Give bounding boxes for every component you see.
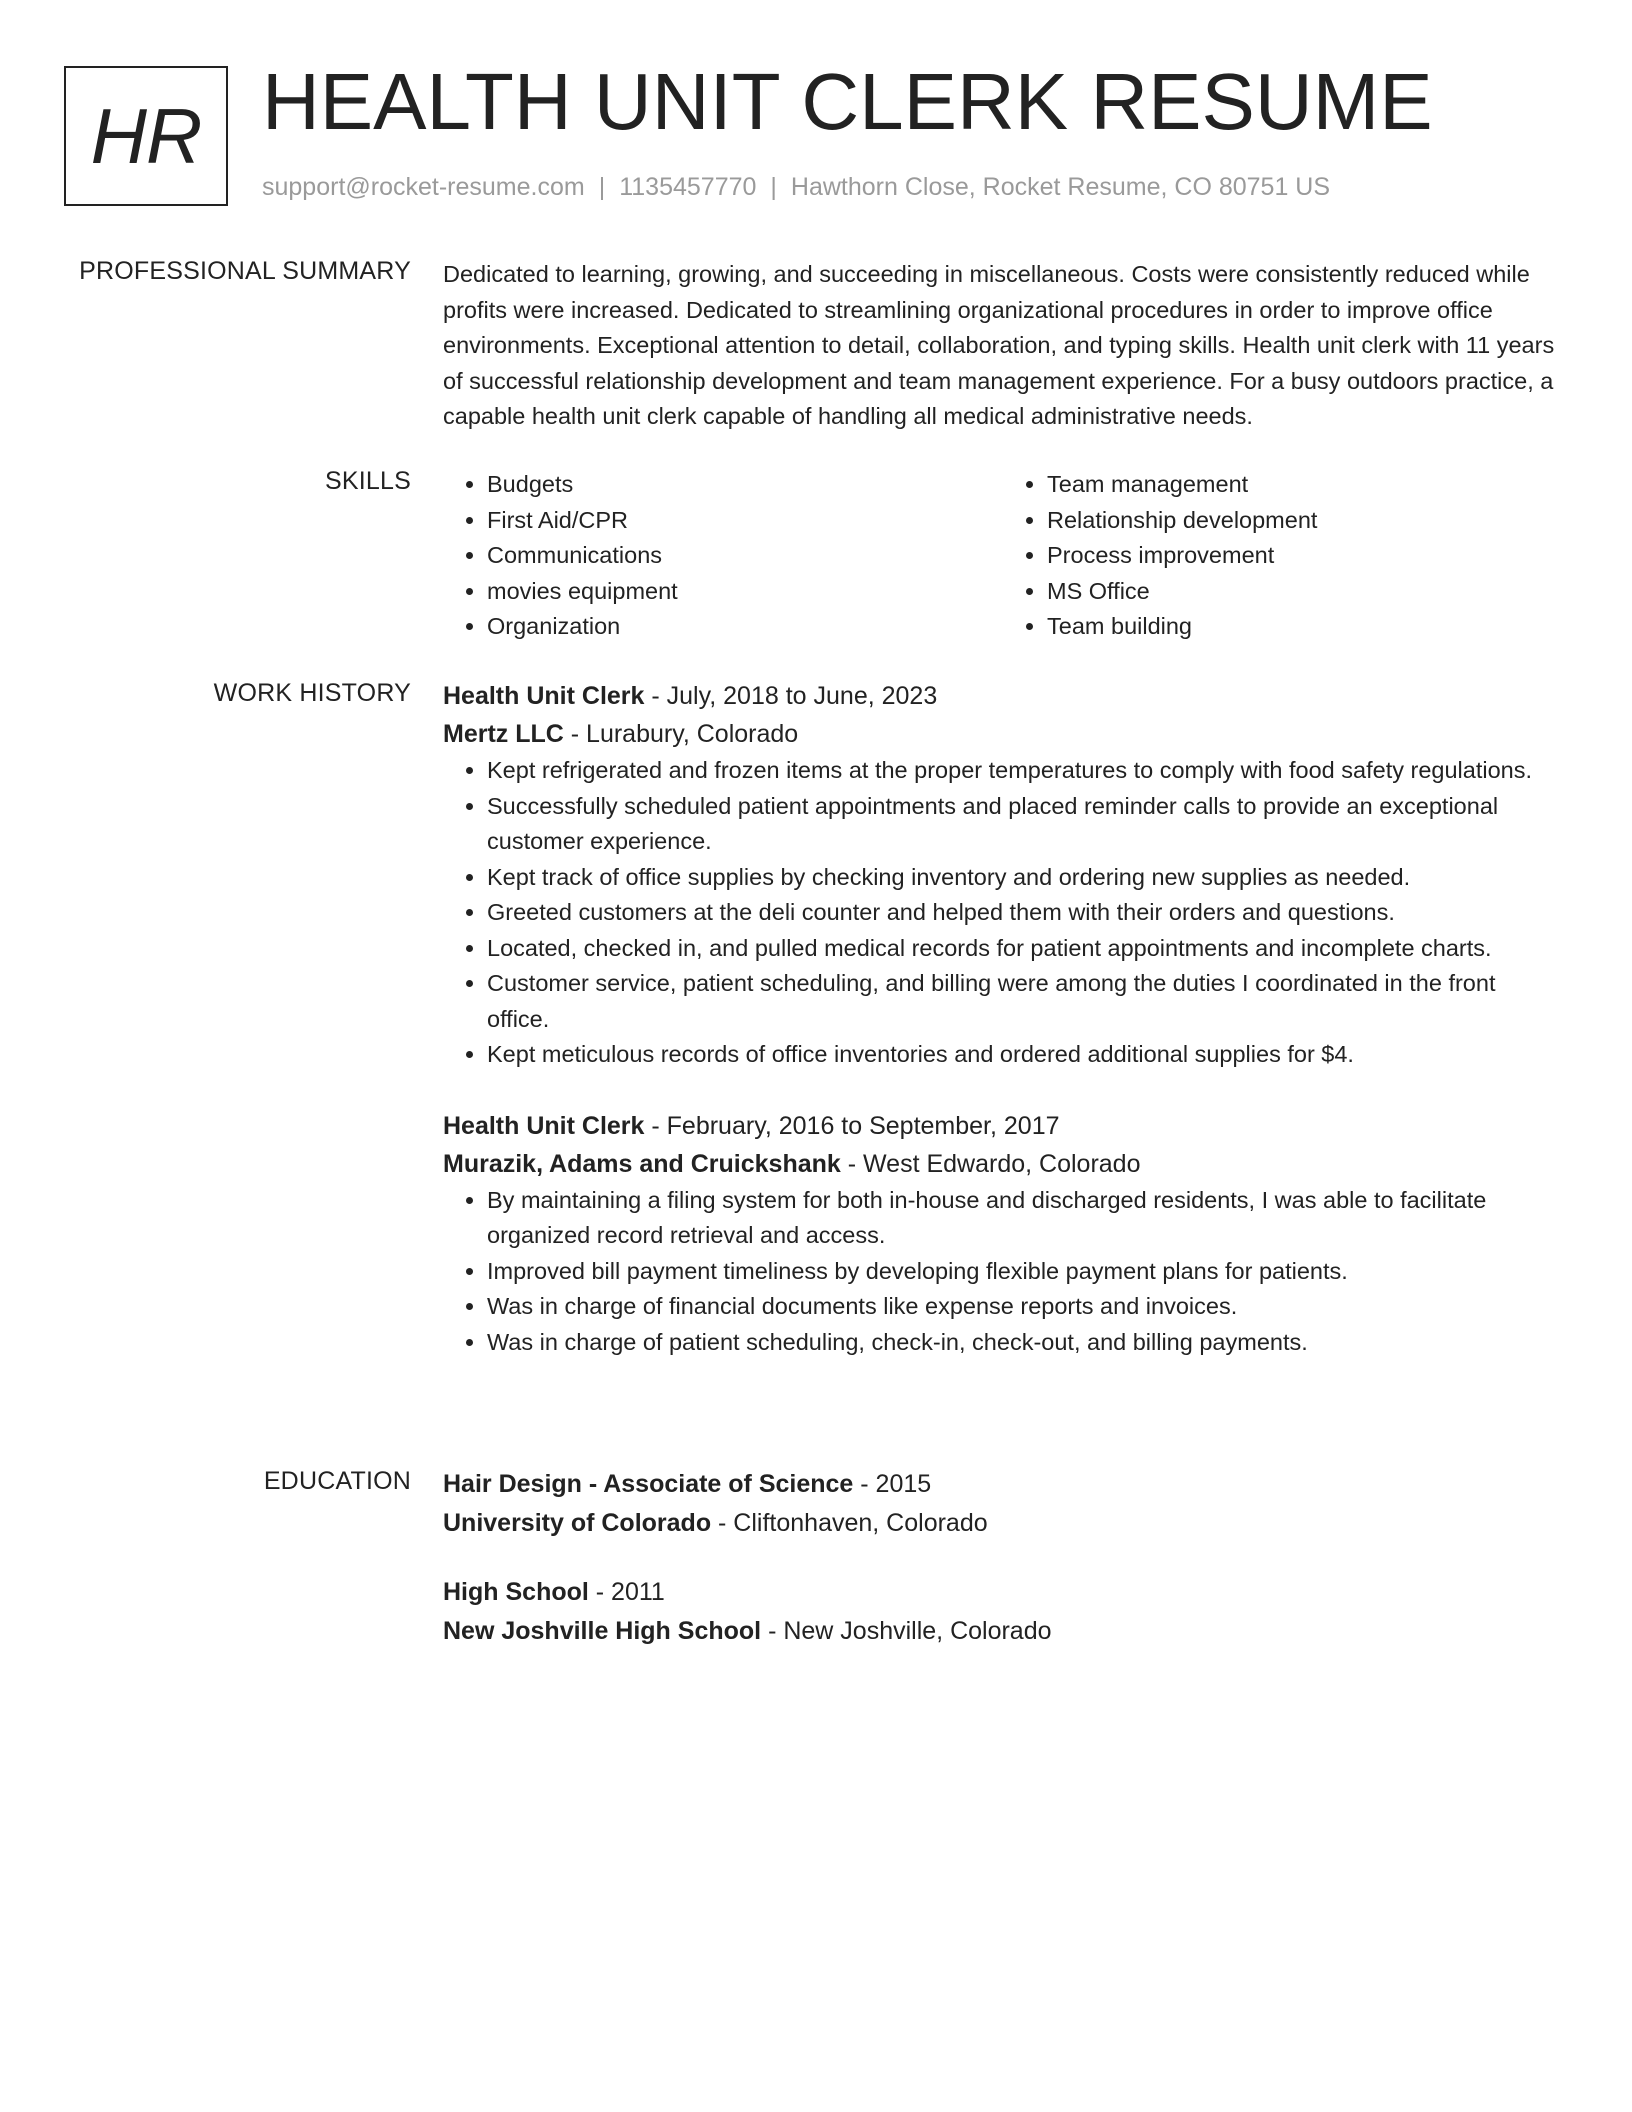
job-duty: • Kept track of office supplies by checking inventory and ordering new supplies as needed. [487, 860, 1563, 896]
job-title: Health Unit Clerk [443, 1111, 645, 1140]
job-duty: • Was in charge of patient scheduling, check-in, check-out, and billing payments. [487, 1325, 1563, 1361]
job-duty: • Kept meticulous records of office inventories and ordered additional supplies for $4. [487, 1037, 1563, 1073]
education-body [443, 1465, 1563, 1651]
job-title: Health Unit Clerk [443, 682, 645, 710]
skills-list-right [1003, 467, 1563, 645]
job-duties-list [443, 1183, 1563, 1361]
skill-item: • Organization [487, 609, 1003, 645]
skill-item: • movies equipment [487, 574, 1003, 610]
education-school-line [443, 1612, 1563, 1651]
skill-item: • Team management [1047, 467, 1563, 503]
job-entry [443, 1107, 1563, 1361]
summary-body [443, 257, 1563, 435]
job-location: - Lurabury, Colorado [563, 720, 799, 748]
job-duties-list [443, 753, 1563, 1073]
job-company: Mertz LLC [443, 720, 564, 748]
education-school-line [443, 1504, 1563, 1543]
education-location: - New Joshville, Colorado [761, 1617, 1052, 1645]
education-year: - 2015 [853, 1470, 932, 1498]
skills-heading: SKILLS [325, 467, 411, 495]
job-duty: • Was in charge of financial documents like expense reports and invoices. [487, 1289, 1563, 1325]
resume-title: HEALTH UNIT CLERK RESUME [262, 57, 1433, 146]
education-heading: EDUCATION [263, 1467, 411, 1495]
job-duty: • Improved bill payment timeliness by developing flexible payment plans for patients. [487, 1254, 1563, 1290]
contact-email[interactable]: support@rocket-resume.com [262, 173, 585, 201]
education-degree-line [443, 1465, 1563, 1504]
education-entry [443, 1465, 1563, 1543]
education-school: New Joshville High School [443, 1617, 762, 1645]
monogram-box [64, 66, 228, 206]
job-dates: - July, 2018 to June, 2023 [644, 682, 938, 710]
summary-text: Dedicated to learning, growing, and succeeding in miscellaneous. Costs were consistently reduced while profits were increased. Dedicated to streamlining organizational procedures in order to improve office environments. Exceptional attention to detail, collaboration, and typing skills. Health unit clerk with 11 years of successful relationship development and team management experience. For a busy outdoors practice, a capable health unit clerk capable of handling all medical administrative needs. [443, 261, 1555, 429]
education-year: - 2011 [588, 1578, 665, 1606]
contact-address: Hawthorn Close, Rocket Resume, CO 80751 US [790, 173, 1331, 201]
monogram-initials: HR [90, 91, 202, 180]
work-history-body [443, 677, 1563, 1360]
job-title-line [443, 677, 1563, 715]
education-location: - Cliftonhaven, Colorado [711, 1509, 988, 1537]
job-duty: • Successfully scheduled patient appointments and placed reminder calls to provide an exceptional customer experience. [487, 789, 1563, 860]
education-degree: High School [443, 1578, 589, 1606]
summary-heading: PROFESSIONAL SUMMARY [79, 257, 411, 285]
job-duty: • Greeted customers at the deli counter and helped them with their orders and questions. [487, 895, 1563, 931]
contact-line [262, 173, 1330, 202]
skills-columns [443, 467, 1563, 645]
job-location: - West Edwardo, Colorado [840, 1149, 1141, 1178]
job-company-line [443, 1145, 1563, 1183]
job-company: Murazik, Adams and Cruickshank [443, 1149, 841, 1178]
contact-phone[interactable]: 1135457770 [619, 173, 757, 201]
job-duty: • By maintaining a filing system for both in-house and discharged residents, I was able to facilitate organized record retrieval and access. [487, 1183, 1563, 1254]
skills-body [443, 467, 1563, 645]
contact-separator: | [770, 173, 777, 201]
job-entry [443, 677, 1563, 1073]
education-degree-line [443, 1573, 1563, 1612]
job-title-line [443, 1107, 1563, 1145]
skill-item: • Team building [1047, 609, 1563, 645]
education-school: University of Colorado [443, 1509, 712, 1537]
job-duty: • Located, checked in, and pulled medical records for patient appointments and incomplete charts. [487, 931, 1563, 967]
job-duty: • Kept refrigerated and frozen items at the proper temperatures to comply with food safety regulations. [487, 753, 1563, 789]
education-entry [443, 1573, 1563, 1651]
skill-item: • Communications [487, 538, 1003, 574]
education-degree: Hair Design - Associate of Science [443, 1470, 854, 1498]
skill-item: • First Aid/CPR [487, 503, 1003, 539]
job-company-line [443, 715, 1563, 753]
skill-item: • Budgets [487, 467, 1003, 503]
skills-list-left [443, 467, 1003, 645]
contact-separator: | [598, 173, 606, 201]
skill-item: • Relationship development [1047, 503, 1563, 539]
skill-item: • Process improvement [1047, 538, 1563, 574]
skill-item: • MS Office [1047, 574, 1563, 610]
job-duty: • Customer service, patient scheduling, and billing were among the duties I coordinated in the front office. [487, 966, 1563, 1037]
work-history-heading: WORK HISTORY [213, 679, 411, 707]
job-dates: - February, 2016 to September, 2017 [644, 1111, 1060, 1140]
